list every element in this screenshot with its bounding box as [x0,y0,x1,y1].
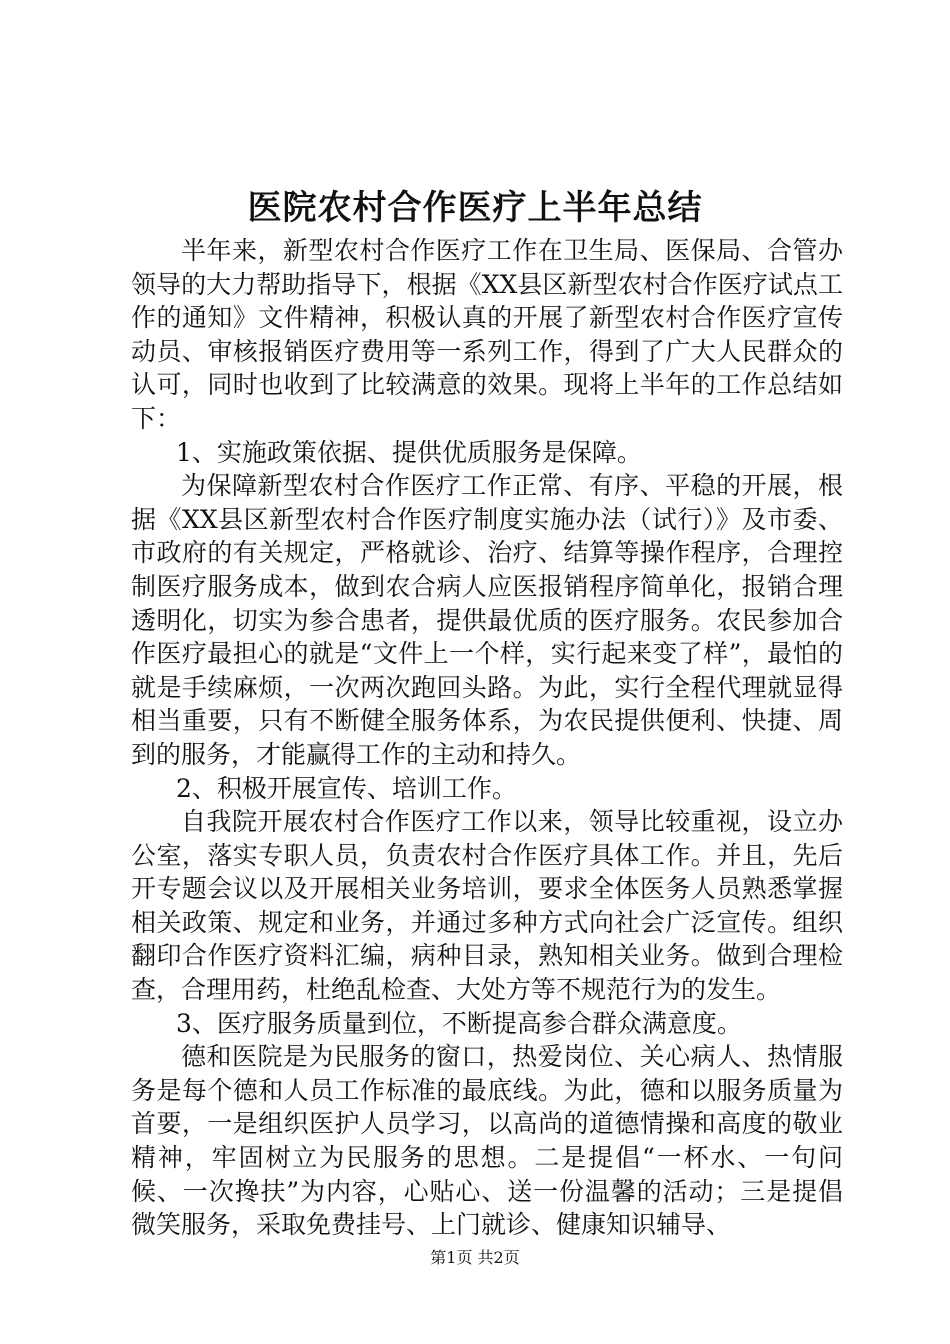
section-heading-1: 1、实施政策依据、提供优质服务是保障。 [176,437,642,467]
page-number-footer: 第1页 共2页 [430,1248,520,1267]
paragraph-intro: 半年来，新型农村合作医疗工作在卫生局、医保局、合管办领导的大力帮助指导下，根据《XX县区新型农村合作医疗试点工作的通知》文件精神，积极认真的开展了新型农村合作医疗宣传动员、审核报销医疗费用等一系列工作，得到了广大人民群众的认可，同时也收到了比较满意的效果。现将上半年的工作总结如下： [131,236,843,433]
section-heading-2: 2、积极开展宣传、培训工作。 [176,773,517,803]
section-heading-3: 3、医疗服务质量到位，不断提高参合群众满意度。 [176,1008,742,1038]
document-body [131,234,843,1242]
paragraph-section-2: 自我院开展农村合作医疗工作以来，领导比较重视，设立办公室，落实专职人员，负责农村合作医疗具体工作。并且，先后开专题会议以及开展相关业务培训，要求全体医务人员熟悉掌握相关政策、规定和业务，并通过多种方式向社会广泛宣传。组织翻印合作医疗资料汇编，病种目录，熟知相关业务。做到合理检查，合理用药，杜绝乱检查、大处方等不规范行为的发生。 [131,807,843,1005]
document-title: 医院农村合作医疗上半年总结 [247,188,703,228]
paragraph-section-3: 德和医院是为民服务的窗口，热爱岗位、关心病人、热情服务是每个德和人员工作标准的最底线。为此，德和以服务质量为首要，一是组织医护人员学习，以高尚的道德情操和高度的敬业精神，牢固树立为民服务的思想。二是提倡“一杯水、一句问候、一次搀扶”为内容，心贴心、送一份温馨的活动；三是提倡微笑服务，采取免费挂号、上门就诊、健康知识辅导、 [131,1042,843,1240]
paragraph-section-1: 为保障新型农村合作医疗工作正常、有序、平稳的开展，根据《XX县区新型农村合作医疗制度实施办法（试行）》及市委、市政府的有关规定，严格就诊、治疗、结算等操作程序，合理控制医疗服务成本，做到农合病人应医报销程序简单化，报销合理透明化，切实为参合患者，提供最优质的医疗服务。农民参加合作医疗最担心的就是“文件上一个样，实行起来变了样”，最怕的就是手续麻烦，一次两次跑回头路。为此，实行全程代理就显得相当重要，只有不断健全服务体系，为农民提供便利、快捷、周到的服务，才能赢得工作的主动和持久。 [131,471,843,769]
